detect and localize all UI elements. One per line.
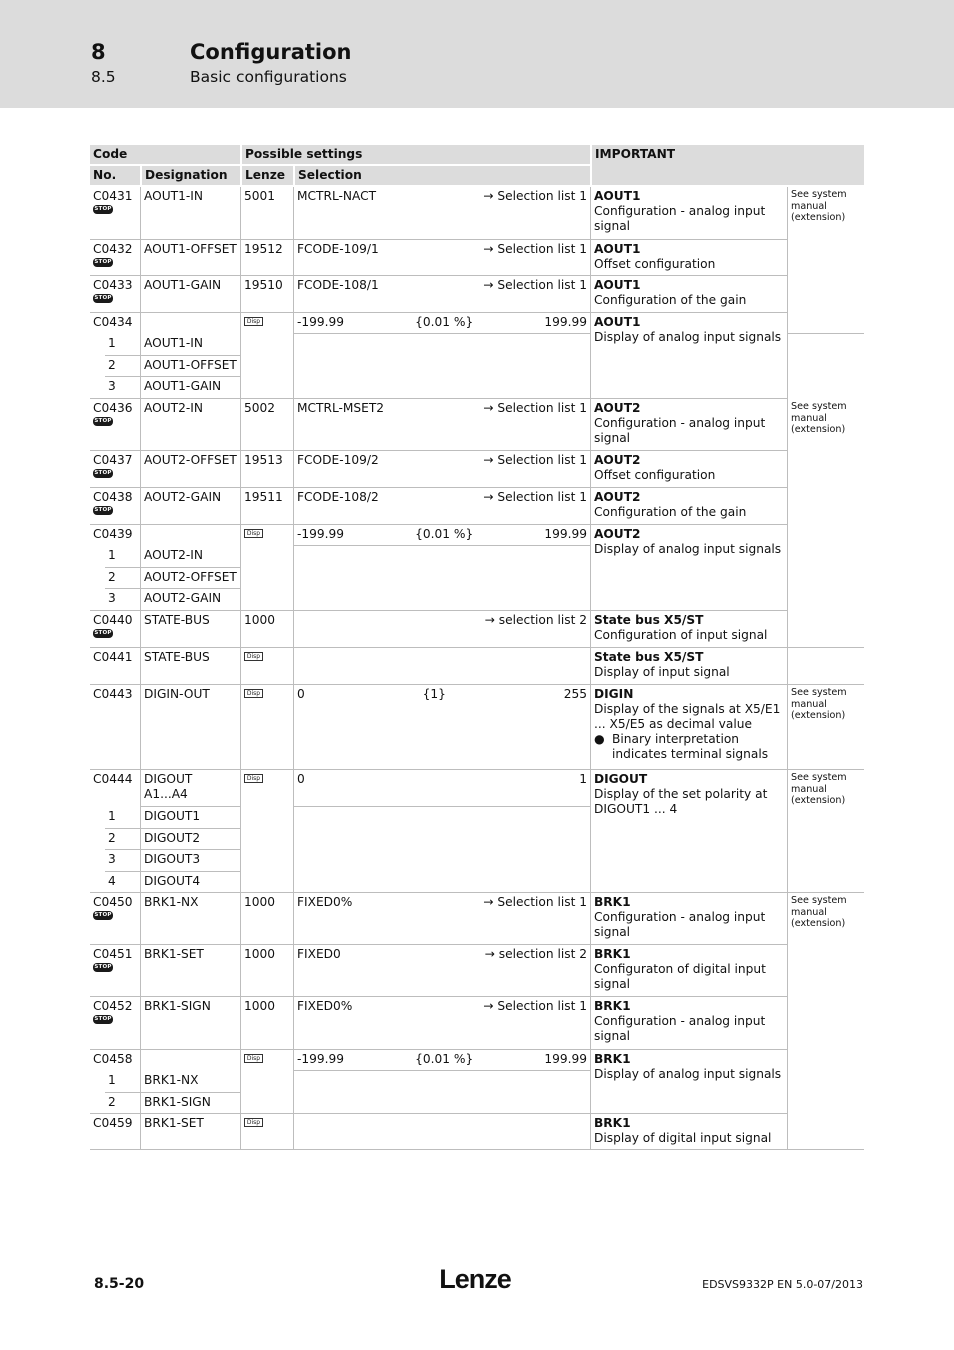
range-max: 199.99 <box>544 1052 587 1066</box>
code-c0438: C0438 <box>93 490 133 504</box>
selection-list-ref: → Selection list 1 <box>483 999 587 1013</box>
important-text: Display of input signal <box>594 665 730 679</box>
range-step: {1} <box>422 687 446 701</box>
disp-icon: Disp <box>244 1118 263 1127</box>
subcode-no: 1 <box>105 1071 140 1093</box>
code-c0452: C0452 <box>93 999 133 1013</box>
important-title: AOUT2 <box>594 453 641 467</box>
subcode-no: 2 <box>105 568 140 589</box>
important-text: Configuration of the gain <box>594 505 747 519</box>
table-row <box>90 525 864 546</box>
selection-list-ref: → selection list 2 <box>484 613 587 627</box>
important-text: Configuraton of digital input signal <box>594 962 766 991</box>
selection-list-ref: → Selection list 1 <box>483 189 587 203</box>
designation: AOUT2-IN <box>140 546 240 568</box>
important-title: AOUT2 <box>594 490 641 504</box>
table-row <box>90 276 864 313</box>
table-row <box>90 451 864 488</box>
logo-text: Lenze <box>439 1264 511 1294</box>
code-c0450: C0450 <box>93 895 133 909</box>
important-title: AOUT2 <box>594 401 641 415</box>
code-c0440: C0440 <box>93 613 133 627</box>
table-row <box>90 1114 864 1150</box>
range-step: {0.01 %} <box>415 1052 474 1066</box>
important-title: BRK1 <box>594 1116 631 1130</box>
selection-list-ref: → Selection list 1 <box>483 242 587 256</box>
header-lenze: Lenze <box>240 166 293 187</box>
designation: DIGOUT1 <box>140 807 240 829</box>
designation: DIGIN-OUT <box>140 685 240 770</box>
code-c0436: C0436 <box>93 401 133 415</box>
table-row <box>90 648 864 685</box>
range-max: 199.99 <box>544 527 587 541</box>
important-text: Offset configuration <box>594 468 716 482</box>
table-row <box>90 611 864 648</box>
designation: DIGOUT3 <box>140 850 240 872</box>
table-row <box>90 945 864 997</box>
code-c0458: C0458 <box>93 1052 133 1066</box>
important-bullet: Binary interpretation indicates terminal signals <box>612 732 769 761</box>
important-text: Display of analog input signals <box>594 542 782 556</box>
designation: AOUT2-IN <box>140 399 240 451</box>
stop-icon: STOP <box>94 418 112 424</box>
lenze-value: 1000 <box>240 945 293 997</box>
important-title: BRK1 <box>594 1052 631 1066</box>
subcode-no: 3 <box>105 589 140 611</box>
system-manual-note: See system manual (extension) <box>787 893 864 1150</box>
table-row <box>90 770 864 807</box>
important-title: DIGIN <box>594 687 634 701</box>
header-code: Code <box>90 145 240 166</box>
code-c0441: C0441 <box>90 648 140 685</box>
header-designation: Designation <box>140 166 240 187</box>
lenze-value: 5001 <box>240 187 293 240</box>
designation: BRK1-NX <box>140 1071 240 1093</box>
designation: BRK1-SIGN <box>140 1093 240 1114</box>
designation: AOUT2-OFFSET <box>140 568 240 589</box>
range-min: 0 <box>297 687 305 701</box>
code-c0451: C0451 <box>93 947 133 961</box>
important-text: Configuration - analog input signal <box>594 910 766 939</box>
code-c0433: C0433 <box>93 278 133 292</box>
important-title: AOUT2 <box>594 527 641 541</box>
system-manual-note: See system manual (extension) <box>787 187 864 334</box>
range-step: {0.01 %} <box>415 315 474 329</box>
important-title: AOUT1 <box>594 315 641 329</box>
stop-icon: STOP <box>94 507 112 513</box>
important-text: Display of analog input signals <box>594 1067 782 1081</box>
lenze-value: 1000 <box>240 893 293 945</box>
important-text: Display of the set polarity at DIGOUT1 ... 4 <box>594 787 768 816</box>
designation: AOUT1-OFFSET <box>140 240 240 276</box>
designation: AOUT2-GAIN <box>140 488 240 525</box>
important-text: Configuration - analog input signal <box>594 204 766 233</box>
important-text: Display of digital input signal <box>594 1131 772 1145</box>
selection-list-ref: → Selection list 1 <box>483 453 587 467</box>
selection-list-ref: → Selection list 1 <box>483 278 587 292</box>
selection-value: FIXED0 <box>297 947 341 961</box>
designation: BRK1-SET <box>140 945 240 997</box>
range-max: 1 <box>579 772 587 786</box>
designation: AOUT1-OFFSET <box>140 356 240 377</box>
lenze-value: 5002 <box>240 399 293 451</box>
disp-icon: Disp <box>244 689 263 698</box>
lenze-value: 1000 <box>240 997 293 1050</box>
lenze-value: 19512 <box>240 240 293 276</box>
table-row <box>90 313 864 334</box>
designation: DIGOUT4 <box>140 872 240 893</box>
range-min: -199.99 <box>297 1052 345 1066</box>
important-title: DIGOUT <box>594 772 648 786</box>
subcode-no: 2 <box>105 356 140 377</box>
important-text: Display of analog input signals <box>594 330 782 344</box>
lenze-logo <box>435 1262 515 1296</box>
stop-icon: STOP <box>94 470 112 476</box>
selection-value: FCODE-109/1 <box>297 242 379 256</box>
disp-icon: Disp <box>244 774 263 783</box>
subcode-no: 4 <box>105 872 140 893</box>
lenze-value: 19510 <box>240 276 293 313</box>
system-manual-note: See system manual (extension) <box>787 770 864 893</box>
important-title: BRK1 <box>594 895 631 909</box>
bullet-icon: ● <box>594 732 605 746</box>
table-row <box>90 997 864 1050</box>
selection-list-ref: → Selection list 1 <box>483 895 587 909</box>
selection-list-ref: → selection list 2 <box>484 947 587 961</box>
stop-icon: STOP <box>94 630 112 636</box>
range-min: -199.99 <box>297 527 345 541</box>
table-row <box>90 685 864 770</box>
header-no: No. <box>90 166 140 187</box>
selection-value: FIXED0% <box>297 895 353 909</box>
stop-icon: STOP <box>94 964 112 970</box>
important-text: Offset configuration <box>594 257 716 271</box>
parameter-table <box>90 145 864 1150</box>
subcode-no: 1 <box>105 334 140 356</box>
system-manual-note: See system manual (extension) <box>787 685 864 770</box>
disp-icon: Disp <box>244 529 263 538</box>
code-c0437: C0437 <box>93 453 133 467</box>
designation: DIGOUT A1...A4 <box>140 770 240 807</box>
table-row <box>90 488 864 525</box>
important-text: Display of the signals at X5/E1 ... X5/E5 as decimal value <box>594 702 781 731</box>
disp-icon: Disp <box>244 317 263 326</box>
disp-icon: Disp <box>244 1054 263 1063</box>
important-title: State bus X5/ST <box>594 613 704 627</box>
lenze-value: 19513 <box>240 451 293 488</box>
range-step: {0.01 %} <box>415 527 474 541</box>
lenze-value: 19511 <box>240 488 293 525</box>
important-text: Configuration - analog input signal <box>594 1014 766 1043</box>
code-c0439: C0439 <box>93 527 133 541</box>
selection-value: FCODE-109/2 <box>297 453 379 467</box>
header-selection: Selection <box>293 166 590 187</box>
section-title: Basic configurations <box>190 68 347 86</box>
designation: BRK1-NX <box>140 893 240 945</box>
important-title: BRK1 <box>594 999 631 1013</box>
designation: AOUT1-GAIN <box>140 276 240 313</box>
range-min: -199.99 <box>297 315 345 329</box>
designation: AOUT1-IN <box>140 187 240 240</box>
system-manual-note: See system manual (extension) <box>787 399 864 648</box>
code-c0459: C0459 <box>90 1114 140 1150</box>
document-id: EDSVS9332P EN 5.0-07/2013 <box>702 1278 863 1291</box>
important-title: AOUT1 <box>594 242 641 256</box>
section-number: 8.5 <box>91 68 116 86</box>
important-title: AOUT1 <box>594 189 641 203</box>
subcode-no: 1 <box>105 807 140 829</box>
stop-icon: STOP <box>94 295 112 301</box>
subcode-no: 2 <box>105 829 140 850</box>
designation: STATE-BUS <box>140 648 240 685</box>
stop-icon: STOP <box>94 206 112 212</box>
header-possible-settings: Possible settings <box>240 145 590 166</box>
range-min: 0 <box>297 772 305 786</box>
important-title: State bus X5/ST <box>594 650 704 664</box>
designation: AOUT1-GAIN <box>140 377 240 399</box>
selection-list-ref: → Selection list 1 <box>483 401 587 415</box>
selection-value: MCTRL-MSET2 <box>297 401 385 415</box>
subcode-no: 3 <box>105 377 140 399</box>
stop-icon: STOP <box>94 259 112 265</box>
important-title: AOUT1 <box>594 278 641 292</box>
subcode-no: 3 <box>105 850 140 872</box>
code-c0434: C0434 <box>93 315 133 329</box>
selection-list-ref: → Selection list 1 <box>483 490 587 504</box>
important-text: Configuration - analog input signal <box>594 416 766 445</box>
designation: AOUT1-IN <box>140 334 240 356</box>
code-c0432: C0432 <box>93 242 133 256</box>
chapter-title: Configuration <box>190 40 352 64</box>
important-title: BRK1 <box>594 947 631 961</box>
important-text: Configuration of input signal <box>594 628 768 642</box>
designation: STATE-BUS <box>140 611 240 648</box>
table-row <box>90 399 864 451</box>
table-row <box>90 1050 864 1071</box>
selection-value: MCTRL-NACT <box>297 189 377 203</box>
table-row <box>90 893 864 945</box>
chapter-number: 8 <box>91 40 106 64</box>
header-band <box>0 0 954 108</box>
code-c0444: C0444 <box>93 772 133 786</box>
range-max: 255 <box>563 687 587 701</box>
designation: BRK1-SIGN <box>140 997 240 1050</box>
designation: BRK1-SET <box>140 1114 240 1150</box>
designation: AOUT2-OFFSET <box>140 451 240 488</box>
table-row <box>90 240 864 276</box>
code-c0443: C0443 <box>90 685 140 770</box>
page-number: 8.5-20 <box>94 1276 145 1292</box>
important-text: Configuration of the gain <box>594 293 747 307</box>
subcode-no: 2 <box>105 1093 140 1114</box>
stop-icon: STOP <box>94 912 112 918</box>
code-c0431: C0431 <box>93 189 133 203</box>
table-row <box>90 187 864 240</box>
header-important: IMPORTANT <box>590 145 864 187</box>
stop-icon: STOP <box>94 1016 112 1022</box>
range-max: 199.99 <box>544 315 587 329</box>
selection-value: FCODE-108/1 <box>297 278 379 292</box>
subcode-no: 1 <box>105 546 140 568</box>
designation: AOUT2-GAIN <box>140 589 240 611</box>
lenze-value: 1000 <box>240 611 293 648</box>
selection-value: FIXED0% <box>297 999 353 1013</box>
disp-icon: Disp <box>244 652 263 661</box>
selection-value: FCODE-108/2 <box>297 490 379 504</box>
designation: DIGOUT2 <box>140 829 240 850</box>
